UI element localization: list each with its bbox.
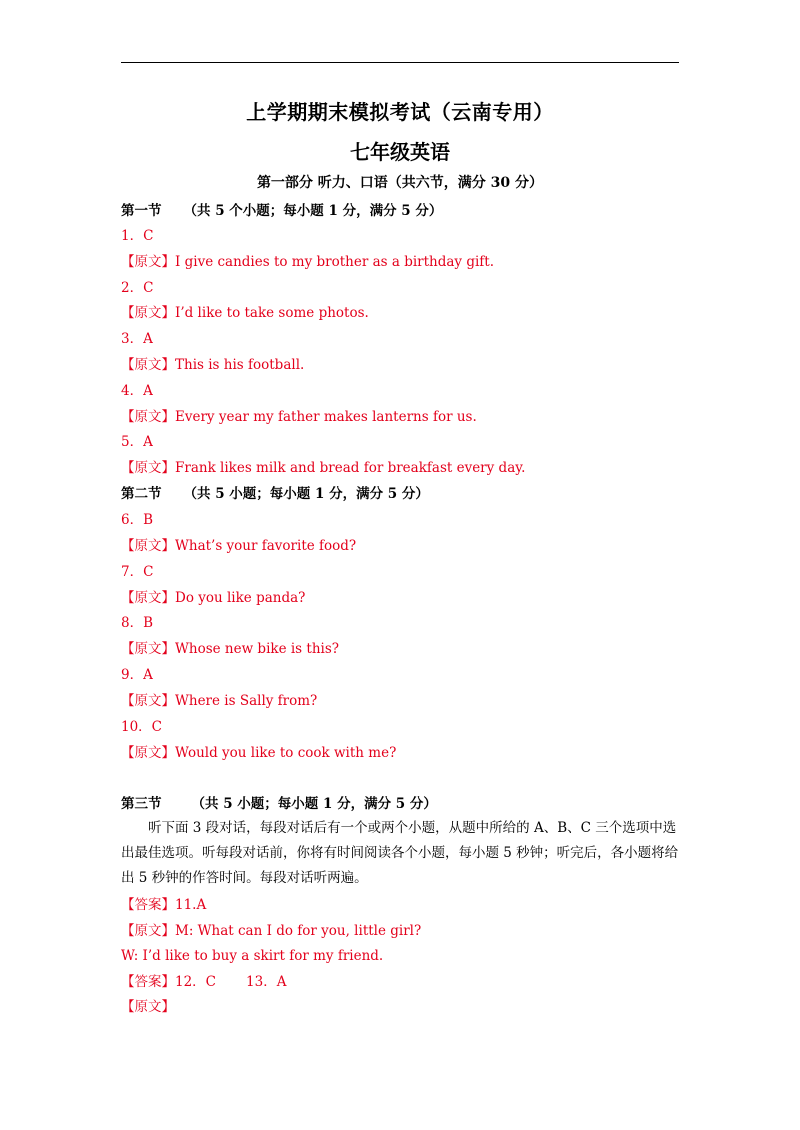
section3-instructions: 听下面 3 段对话，每段对话后有一个或两个小题，从题中所给的 A、B、C 三个选项中选出最佳选项。听每段对话前，你将有时间阅读各个小题，每小题 5 秒钟；听完后，各小题将给出 5 秒钟的作答时间。每段对话听两遍。 [121,820,679,886]
transcript-12-13: 【原文】 [121,999,175,1015]
exam-title: 上学期期末模拟考试（云南专用） [246,100,554,124]
answer-6: 6．B [121,512,154,528]
answer-2: 2．C [121,280,154,296]
dialog1-w: W: I’d like to buy a skirt for my friend. [121,948,384,964]
answer-7: 7．C [121,564,154,580]
exam-subtitle: 七年级英语 [350,140,450,164]
transcript-1: 【原文】I give candies to my brother as a birthday gift. [121,254,495,270]
transcript-8: 【原文】Whose new bike is this? [121,641,339,657]
answer-8: 8．B [121,615,154,631]
transcript-6: 【原文】What’s your favorite food? [121,538,357,554]
section2-desc: （共 5 小题；每小题 1 分，满分 5 分） [183,486,429,502]
part-title: 第一部分 听力、口语（共六节，满分 30 分） [256,175,544,191]
section3-name: 第三节 [121,796,162,812]
transcript-2: 【原文】I’d like to take some photos. [121,305,369,321]
answer-12-13: 【答案】12．C 13．A [121,974,287,990]
answer-10: 10．C [121,719,163,735]
answer-5: 5．A [121,434,153,450]
answer-9: 9．A [121,667,153,683]
transcript-3: 【原文】This is his football. [121,357,305,373]
section1-name: 第一节 [121,203,162,219]
transcript-10: 【原文】Would you like to cook with me? [121,745,397,761]
top-rule [121,62,679,63]
section1-heading [121,202,442,220]
section3-desc: （共 5 小题；每小题 1 分，满分 5 分） [191,796,437,812]
dialog1-m: 【原文】M: What can I do for you, little girl? [121,923,422,939]
transcript-7: 【原文】Do you like panda? [121,590,306,606]
section2-name: 第二节 [121,486,162,502]
answer-11: 【答案】11.A [121,897,207,913]
section1-desc: （共 5 个小题；每小题 1 分，满分 5 分） [183,203,443,219]
transcript-9: 【原文】Where is Sally from? [121,693,318,709]
answer-1: 1．C [121,228,154,244]
section3-heading [121,795,437,813]
transcript-4: 【原文】Every year my father makes lanterns for us. [121,409,477,425]
answer-3: 3．A [121,331,153,347]
section2-heading [121,485,429,503]
transcript-5: 【原文】Frank likes milk and bread for breakfast every day. [121,460,526,476]
answer-4: 4．A [121,383,153,399]
